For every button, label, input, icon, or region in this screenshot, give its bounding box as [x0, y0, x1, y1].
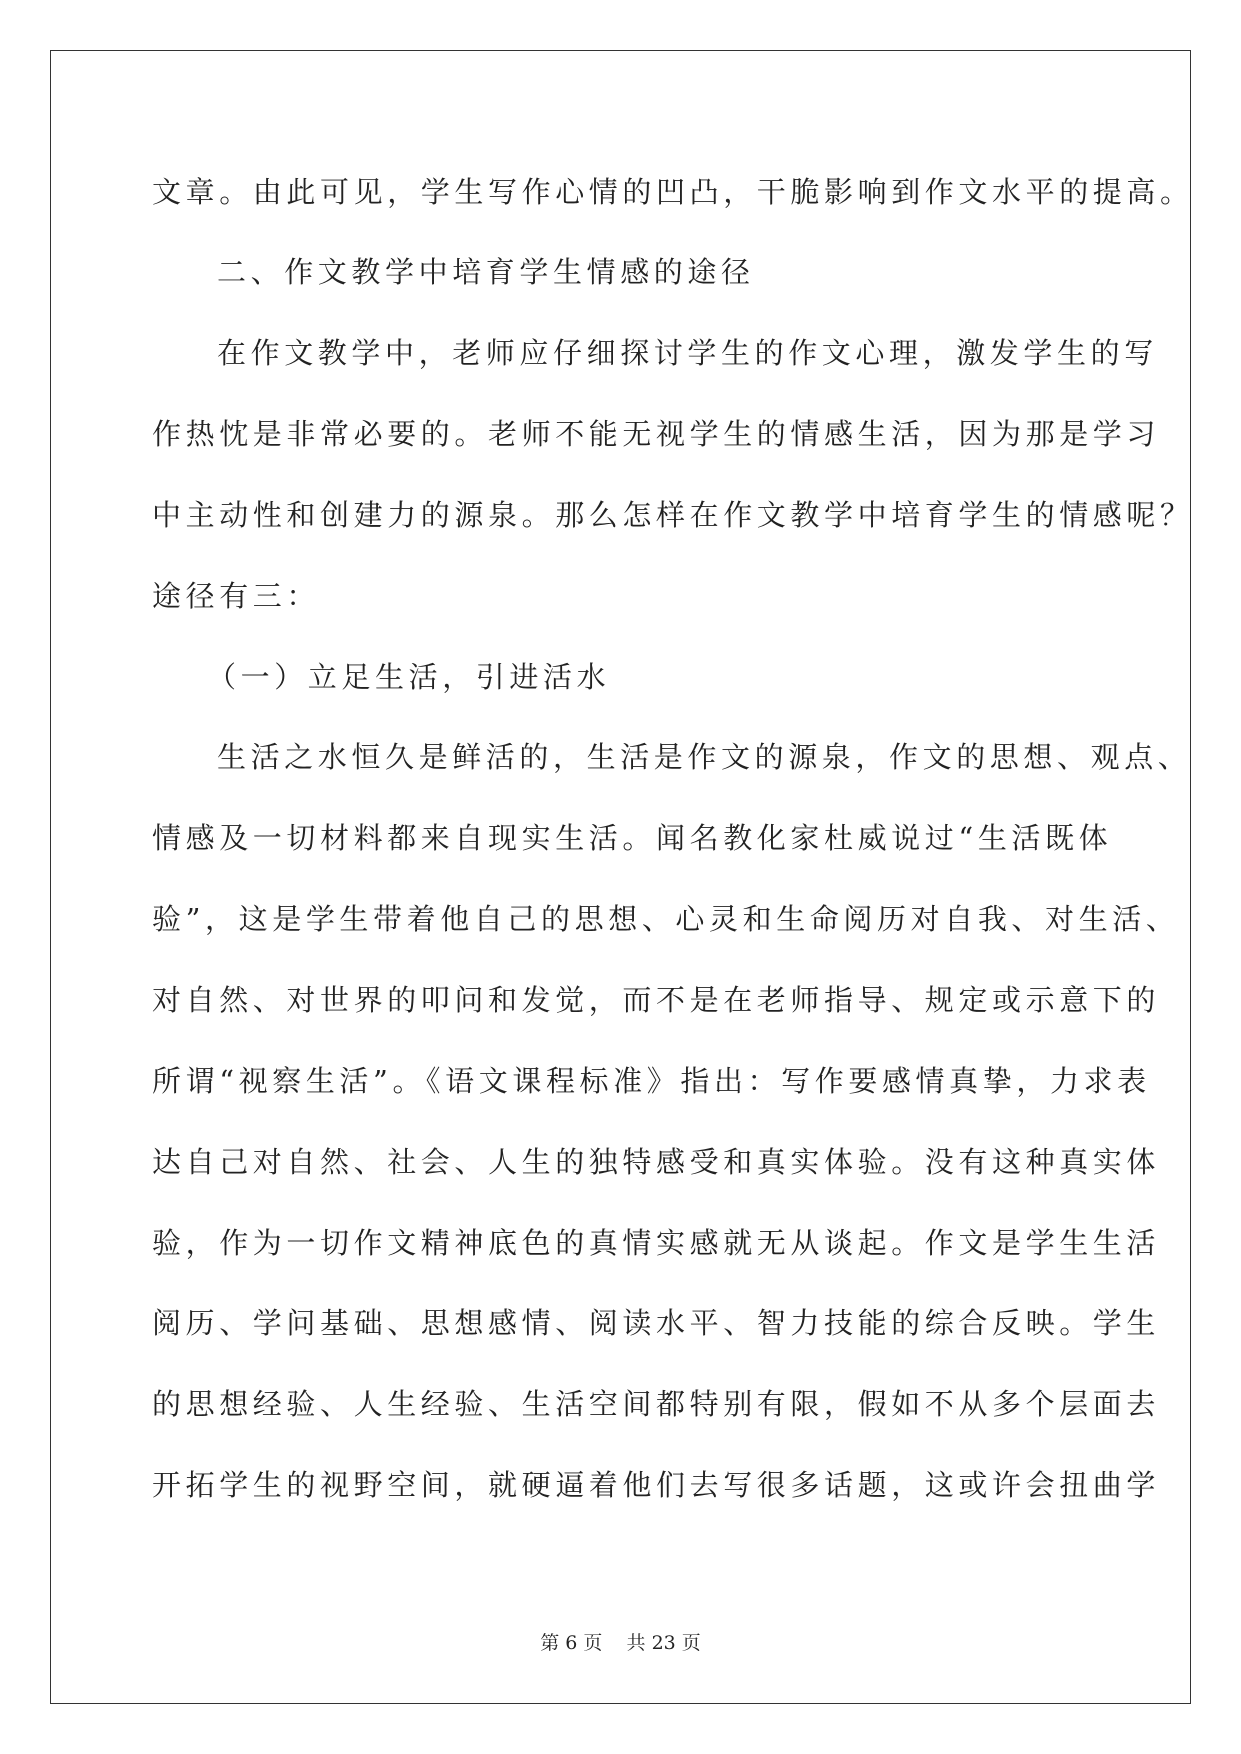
- body-line: 开拓学生的视野空间，就硬逼着他们去写很多话题，这或许会扭曲学: [152, 1468, 1161, 1502]
- body-line: 文章。由此可见，学生写作心情的凹凸，干脆影响到作文水平的提高。: [152, 175, 1194, 209]
- body-line: 情感及一切材料都来自现实生活。闻名教化家杜威说过“生活既体: [152, 821, 1113, 855]
- body-line: 生活之水恒久是鲜活的，生活是作文的源泉，作文的思想、观点、: [217, 740, 1192, 774]
- body-line: 所谓“视察生活”。《语文课程标准》指出：写作要感情真挚，力求表: [152, 1064, 1151, 1098]
- page-number: 第 6 页 共 23 页: [540, 1632, 701, 1654]
- body-line: 在作文教学中，老师应仔细探讨学生的作文心理，激发学生的写: [217, 336, 1158, 370]
- body-line: 的思想经验、人生经验、生活空间都特别有限，假如不从多个层面去: [152, 1387, 1161, 1421]
- body-line: 阅历、学问基础、思想感情、阅读水平、智力技能的综合反映。学生: [152, 1306, 1161, 1340]
- body-line: 验”，这是学生带着他自己的思想、心灵和生命阅历对自我、对生活、: [152, 902, 1180, 936]
- body-line: 中主动性和创建力的源泉。那么怎样在作文教学中培育学生的情感呢？: [152, 498, 1194, 532]
- subsection-heading: （一）立足生活，引进活水: [207, 660, 611, 694]
- body-line: 作热忱是非常必要的。老师不能无视学生的情感生活，因为那是学习: [152, 417, 1161, 451]
- body-line: 验，作为一切作文精神底色的真情实感就无从谈起。作文是学生生活: [152, 1226, 1161, 1260]
- body-line: 途径有三：: [152, 579, 321, 613]
- body-line: 对自然、对世界的叩问和发觉，而不是在老师指导、规定或示意下的: [152, 983, 1161, 1017]
- page-border: [50, 50, 1191, 1704]
- body-line: 达自己对自然、社会、人生的独特感受和真实体验。没有这种真实体: [152, 1145, 1161, 1179]
- section-heading: 二、作文教学中培育学生情感的途径: [217, 255, 755, 289]
